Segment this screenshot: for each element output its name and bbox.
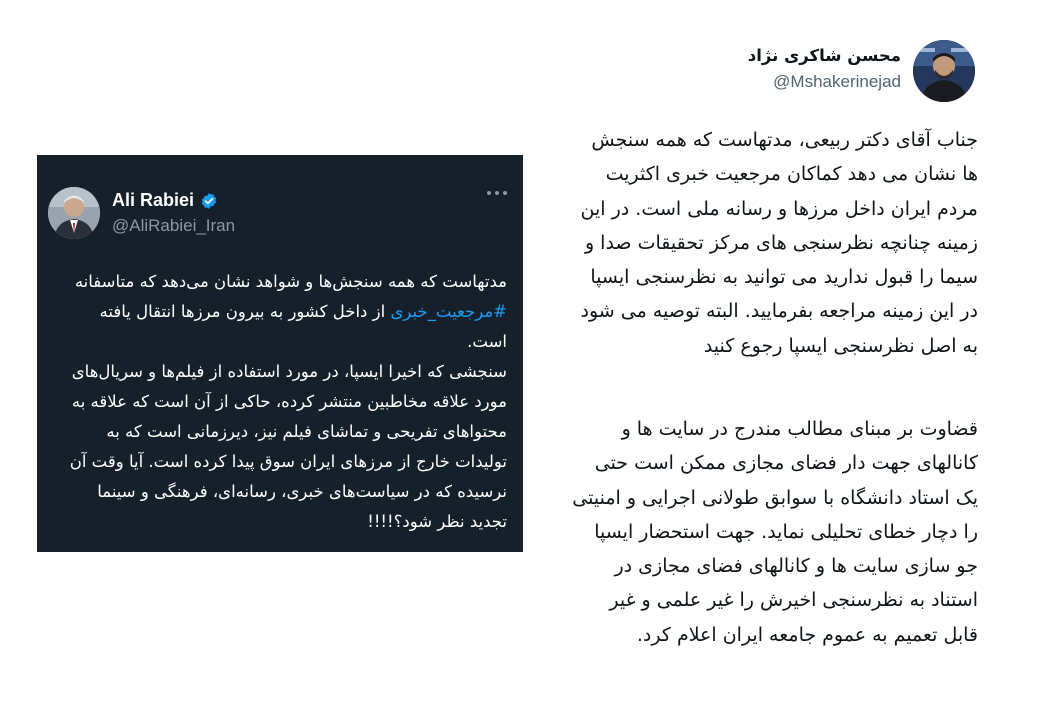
tweet-paragraph-1 [570,123,978,363]
tweet-paragraph-2 [570,412,978,652]
author-handle[interactable]: @Mshakerinejad [773,72,901,91]
tweet-text: قضاوت بر مبنای مطالب مندرج در سایت ها و کانالهای جهت دار فضای مجازی ممکن است حتی یک استاد دانشگاه با سوابق طولانی اجرایی و امنیتی را دچار خطای تحلیلی نماید. جهت استحضار ایسپا جو سازی سایت ها و کانالهای فضای مجازی در استناد به نظرسنجی اخیرش را غیر علمی و غیر قابل تعمیم به عموم جامعه ایران اعلام کرد. [572,418,978,646]
author-name[interactable]: محسن شاکری نژاد [747,46,901,65]
tweet-text: جناب آقای دکتر ربیعی، مدتهاست که همه سنجش ها نشان می دهد کماکان مرجعیت خبری اکثریت مردم ایران داخل مرزها و رسانه ملی است. در این زمینه چنانچه نظرسنجی های مرکز تحقیقات صدا و سیما را قبول ندارید می توانید به نظرسنجی ایسپا در این زمینه مراجعه بفرمایید. البته توصیه می شود به اصل نظرسنجی ایسپا رجوع کنید [580,129,978,357]
tweet-paragraph-1 [57,267,507,357]
author-name[interactable]: Ali Rabiei [112,190,195,210]
tweet-paragraph-2: سنجشی که اخیرا ایسپا، در مورد استفاده از فیلم‌ها و سریال‌های مورد علاقه مخاطبین منتشر کرده، حاکی از آن است که علاقه به محتواهای تفریحی و تماشای فیلم نیز، دیرزمانی است که به تولیدات خارج از مرزهای ایران سوق پیدا کرده است. آیا وقت آن نرسیده که در سیاست‌های خبری، رسانه‌ای، فرهنگی و سینما تجدید نظر شود؟!!!! [69,362,507,531]
avatar[interactable] [913,40,975,102]
embedded-tweet-card [37,155,523,552]
author-name-row [112,190,218,211]
hashtag-link[interactable]: #مرجعیت_خبری [390,302,507,321]
tweet-text-segment: از داخل کشور به بیرون مرزها انتقال یافته است. [99,302,507,351]
more-options-icon[interactable] [487,191,507,195]
author-handle[interactable]: @AliRabiei_Iran [112,216,236,235]
tweet-text-segment: مدتهاست که همه سنجش‌ها و شواهد نشان می‌دهد که متاسفانه [74,272,507,291]
verified-badge-icon [200,192,218,210]
tweet-text [57,267,507,537]
avatar[interactable] [48,187,100,239]
